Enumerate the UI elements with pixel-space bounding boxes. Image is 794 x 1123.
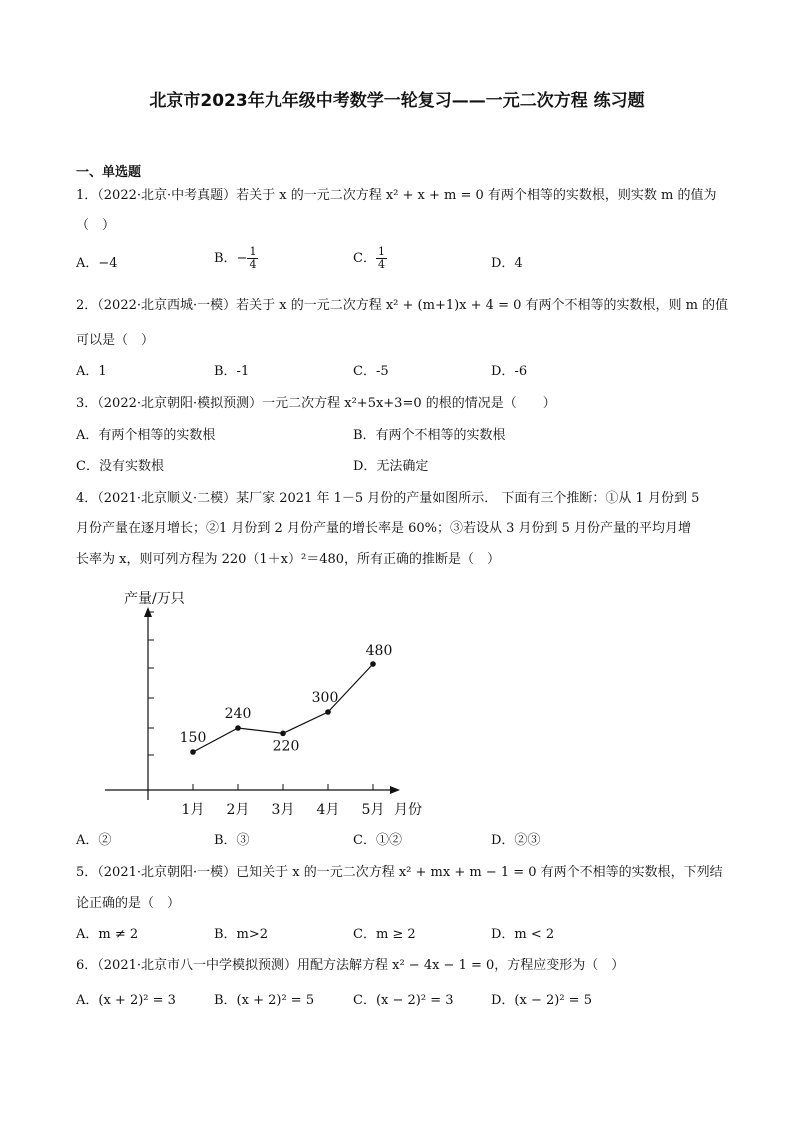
q1-option-b-label: B．− — [214, 251, 248, 266]
x-tick-label: 4月 — [316, 802, 340, 818]
q5-option-d: D．m < 2 — [491, 927, 555, 942]
q2-option-c: C．-5 — [353, 364, 389, 379]
q6-option-d: D．(x − 2)² = 5 — [491, 993, 592, 1008]
section-heading: 一、单选题 — [76, 165, 142, 180]
q1-option-c-fraction — [376, 246, 387, 271]
q2-stem: 2．（2022·北京西城·一模）若关于 x 的一元二次方程 x² + (m+1)x + 4 = 0 有两个不相等的实数根，则 m 的值 — [76, 298, 729, 313]
q5-option-a: A．m ≠ 2 — [76, 927, 139, 942]
q4-option-c: C．①② — [353, 833, 402, 848]
chart-axes — [105, 590, 422, 818]
q3-stem: 3．（2022·北京朝阳·模拟预测）一元二次方程 x²+5x+3=0 的根的情况是（ ） — [76, 396, 556, 411]
q2-option-a: A．1 — [76, 364, 107, 379]
data-label: 220 — [272, 738, 300, 755]
q4-option-d: D．②③ — [491, 833, 541, 848]
data-point — [325, 709, 331, 715]
data-point — [235, 725, 241, 731]
fraction-denominator: 4 — [249, 258, 257, 271]
q2-stem-cont: 可以是（ ） — [76, 333, 155, 348]
q6-option-b: B．(x + 2)² = 5 — [214, 993, 315, 1008]
q1-option-b — [214, 246, 258, 271]
q3-option-c: C．没有实数根 — [76, 459, 164, 474]
q1-option-b-fraction — [247, 246, 258, 271]
q1-stem-cont: （ ） — [76, 218, 116, 233]
q6-stem: 6．（2021·北京市八一中学模拟预测）用配方法解方程 x² − 4x − 1 = 0，方程应变形为（ ） — [76, 958, 625, 973]
q4-stem-cont1: 月份产量在逐月增长；②1 月份到 2 月份产量的增长率是 60%；③若设从 3 月份到 5 月份产量的平均月增 — [76, 521, 692, 536]
data-point — [280, 731, 286, 737]
x-axis-label: 月份 — [394, 802, 422, 818]
q1-option-c — [353, 246, 387, 271]
q5-stem-cont: 论正确的是（ ） — [76, 896, 181, 911]
q6-option-c: C．(x − 2)² = 3 — [353, 993, 454, 1008]
q2-option-d: D．-6 — [491, 364, 528, 379]
q1-stem: 1．（2022·北京·中考真题）若关于 x 的一元二次方程 x² + x + m = 0 有两个相等的实数根，则实数 m 的值为 — [76, 188, 717, 203]
q2-option-b: B．-1 — [214, 364, 250, 379]
q3-option-d: D．无法确定 — [353, 459, 429, 474]
page-title: 北京市2023年九年级中考数学一轮复习——一元二次方程 练习题 — [149, 91, 645, 111]
q4-stem: 4．（2021·北京顺义·二模）某厂家 2021 年 1－5 月份的产量如图所示． 下面有三个推断：①从 1 月份到 5 — [76, 491, 700, 506]
q1-option-c-label: C． — [353, 251, 376, 266]
q1-option-d: D．4 — [491, 256, 523, 271]
x-tick-label: 1月 — [181, 802, 205, 818]
q4-option-b: B．③ — [214, 833, 250, 848]
x-axis-arrow — [390, 786, 400, 794]
data-point — [190, 749, 196, 755]
data-label: 480 — [365, 643, 393, 659]
q3-option-a: A．有两个相等的实数根 — [76, 428, 216, 443]
q5-option-b: B．m>2 — [214, 927, 269, 942]
x-tick-label: 5月 — [361, 802, 385, 818]
production-line-chart — [100, 585, 430, 820]
x-tick-label: 2月 — [226, 802, 250, 818]
q3-option-b: B．有两个不相等的实数根 — [353, 428, 506, 443]
fraction-numerator: 1 — [377, 245, 385, 258]
q5-option-c: C．m ≥ 2 — [353, 927, 416, 942]
fraction-denominator: 4 — [377, 258, 385, 271]
q6-option-a: A．(x + 2)² = 3 — [76, 993, 176, 1008]
data-label: 150 — [179, 730, 207, 746]
q4-stem-cont2: 长率为 x，则可列方程为 220（1＋x）²＝480，所有正确的推断是（ ） — [76, 552, 501, 567]
data-label: 300 — [311, 690, 339, 706]
q1-option-a: A．−4 — [76, 256, 118, 271]
data-label: 240 — [224, 706, 252, 722]
fraction-numerator: 1 — [249, 245, 257, 258]
data-point — [370, 661, 376, 667]
q5-stem: 5．（2021·北京朝阳·一模）已知关于 x 的一元二次方程 x² + mx + m − 1 = 0 有两个不相等的实数根，下列结 — [76, 865, 723, 880]
chart-marks — [180, 643, 393, 755]
q4-option-a: A．② — [76, 833, 112, 848]
x-tick-label: 3月 — [271, 802, 295, 818]
y-axis-label: 产量/万只 — [124, 591, 185, 607]
